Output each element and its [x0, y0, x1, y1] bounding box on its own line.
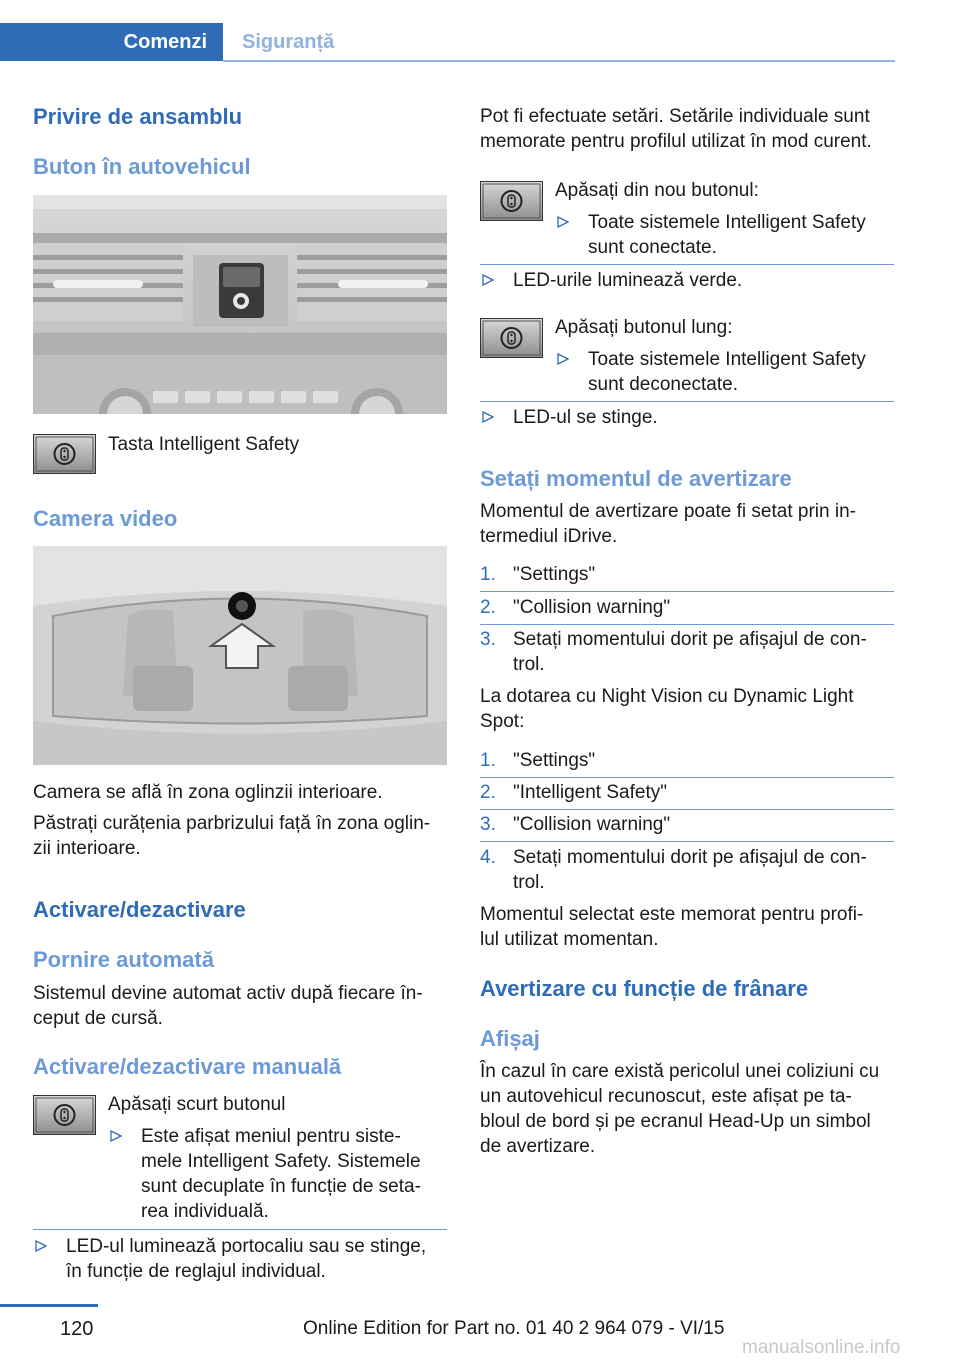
- again-sub-line1: Toate sistemele Intelligent Safety: [588, 212, 866, 233]
- led-green-text: LED-urile luminează verde.: [513, 270, 743, 291]
- edition-text: Online Edition for Part no. 01 40 2 964 079 - VI/15: [303, 1318, 725, 1339]
- settings-intro-line2: memorate pentru profilul utilizat în mod curent.: [480, 131, 872, 152]
- heading-button-in-vehicle: Buton în autovehicul: [33, 154, 251, 179]
- separator: [480, 777, 894, 778]
- bullet-triangle-icon: [35, 1240, 47, 1252]
- list2-item1: "Settings": [513, 750, 596, 771]
- chapter-tabbar: [0, 23, 895, 61]
- footer-rule: [0, 1304, 98, 1307]
- list2-num2: 2.: [480, 782, 496, 803]
- separator: [480, 841, 894, 842]
- heading-brake-warning: Avertizare cu funcție de frânare: [480, 976, 809, 1001]
- list1-item3-line2: trol.: [513, 654, 545, 675]
- settings-intro-line1: Pot fi efectuate setări. Setările individuale sunt: [480, 106, 870, 127]
- camera-clean-line1: Păstrați curățenia parbrizului față în zona oglin‐: [33, 813, 431, 834]
- manual-bullet1-line2: mele Intelligent Safety. Sistemele: [141, 1151, 421, 1172]
- dashboard-button-photo: [33, 195, 447, 414]
- display-text-line2: un autovehicul recunoscut, este afișat pe ta‐: [480, 1086, 852, 1107]
- heading-auto-start: Pornire automată: [33, 947, 214, 972]
- heading-set-warning-time: Setați momentul de avertizare: [480, 466, 792, 491]
- list2-num3: 3.: [480, 814, 496, 835]
- night-vision-line1: La dotarea cu Night Vision cu Dynamic Light: [480, 686, 854, 707]
- manual-press-short: Apăsați scurt butonul: [108, 1094, 286, 1115]
- press-long-text: Apăsați butonul lung:: [555, 317, 733, 338]
- caption-intelligent-safety-button: Tasta Intelligent Safety: [108, 434, 300, 455]
- manual-bullet1-line1: Este afișat meniul pentru siste‐: [141, 1126, 401, 1147]
- set-text-line1: Momentul de avertizare poate fi setat prin in‐: [480, 501, 856, 522]
- tab-underline: [223, 60, 895, 62]
- list1-num3: 3.: [480, 629, 496, 650]
- tab-comenzi[interactable]: Comenzi: [0, 23, 223, 61]
- list2-num1: 1.: [480, 750, 496, 771]
- separator: [33, 1229, 447, 1230]
- separator: [480, 401, 894, 402]
- long-sub-line2: sunt deconectate.: [588, 374, 738, 395]
- camera-photo: [33, 546, 447, 765]
- list1-item1: "Settings": [513, 564, 596, 585]
- separator: [480, 809, 894, 810]
- separator: [480, 591, 894, 592]
- press-again-text: Apăsați din nou butonul:: [555, 180, 759, 201]
- camera-location-text: Camera se află în zona oglinzii interioare.: [33, 782, 383, 803]
- heading-activate-deactivate: Activare/dezactivare: [33, 897, 246, 922]
- watermark-text: manualsonline.info: [742, 1337, 901, 1358]
- bullet-triangle-icon: [557, 216, 569, 228]
- separator: [480, 264, 894, 265]
- list2-num4: 4.: [480, 847, 496, 868]
- camera-clean-line2: zii interioare.: [33, 838, 141, 859]
- heading-display: Afișaj: [480, 1026, 540, 1051]
- tab-siguranta[interactable]: Siguranță: [242, 31, 335, 53]
- intelligent-safety-button-icon: [33, 1095, 96, 1135]
- list2-item2: "Intelligent Safety": [513, 782, 667, 803]
- bullet-triangle-icon: [482, 411, 494, 423]
- long-sub-line1: Toate sistemele Intelligent Safety: [588, 349, 866, 370]
- display-text-line1: În cazul în care există pericolul unei coliziuni cu: [480, 1061, 880, 1082]
- manual-bullet2-line2: în funcție de reglajul individual.: [66, 1261, 326, 1282]
- list2-item3: "Collision warning": [513, 814, 671, 835]
- heading-camera: Camera video: [33, 506, 178, 531]
- display-text-line4: de avertizare.: [480, 1136, 596, 1157]
- list1-num2: 2.: [480, 597, 496, 618]
- intelligent-safety-button-icon: [480, 318, 543, 358]
- display-text-line3: bloul de bord și pe ecranul Head-Up un simbol: [480, 1111, 871, 1132]
- night-vision-line2: Spot:: [480, 711, 525, 732]
- list2-item4-line1: Setați momentului dorit pe afișajul de con‐: [513, 847, 867, 868]
- memo-text-line1: Momentul selectat este memorat pentru profi‐: [480, 904, 864, 925]
- list1-item3-line1: Setați momentului dorit pe afișajul de con‐: [513, 629, 867, 650]
- intelligent-safety-button-icon: [480, 181, 543, 221]
- led-off-text: LED-ul se stinge.: [513, 407, 658, 428]
- list1-item2: "Collision warning": [513, 597, 671, 618]
- bullet-triangle-icon: [557, 353, 569, 365]
- heading-manual: Activare/dezactivare manuală: [33, 1054, 342, 1079]
- auto-text-line2: ceput de cursă.: [33, 1008, 163, 1029]
- bullet-triangle-icon: [482, 274, 494, 286]
- separator: [480, 624, 894, 625]
- list1-num1: 1.: [480, 564, 496, 585]
- manual-bullet1-line3: sunt decuplate în funcție de seta‐: [141, 1176, 421, 1197]
- bullet-triangle-icon: [110, 1130, 122, 1142]
- auto-text-line1: Sistemul devine automat activ după fiecare în‐: [33, 983, 423, 1004]
- manual-bullet1-line4: rea individuală.: [141, 1201, 269, 1222]
- set-text-line2: termediul iDrive.: [480, 526, 618, 547]
- page-number: 120: [60, 1318, 94, 1340]
- list2-item4-line2: trol.: [513, 872, 545, 893]
- again-sub-line2: sunt conectate.: [588, 237, 717, 258]
- manual-bullet2-line1: LED-ul luminează portocaliu sau se stinge,: [66, 1236, 427, 1257]
- intelligent-safety-button-icon: [33, 434, 96, 474]
- memo-text-line2: lul utilizat momentan.: [480, 929, 659, 950]
- heading-overview: Privire de ansamblu: [33, 104, 243, 129]
